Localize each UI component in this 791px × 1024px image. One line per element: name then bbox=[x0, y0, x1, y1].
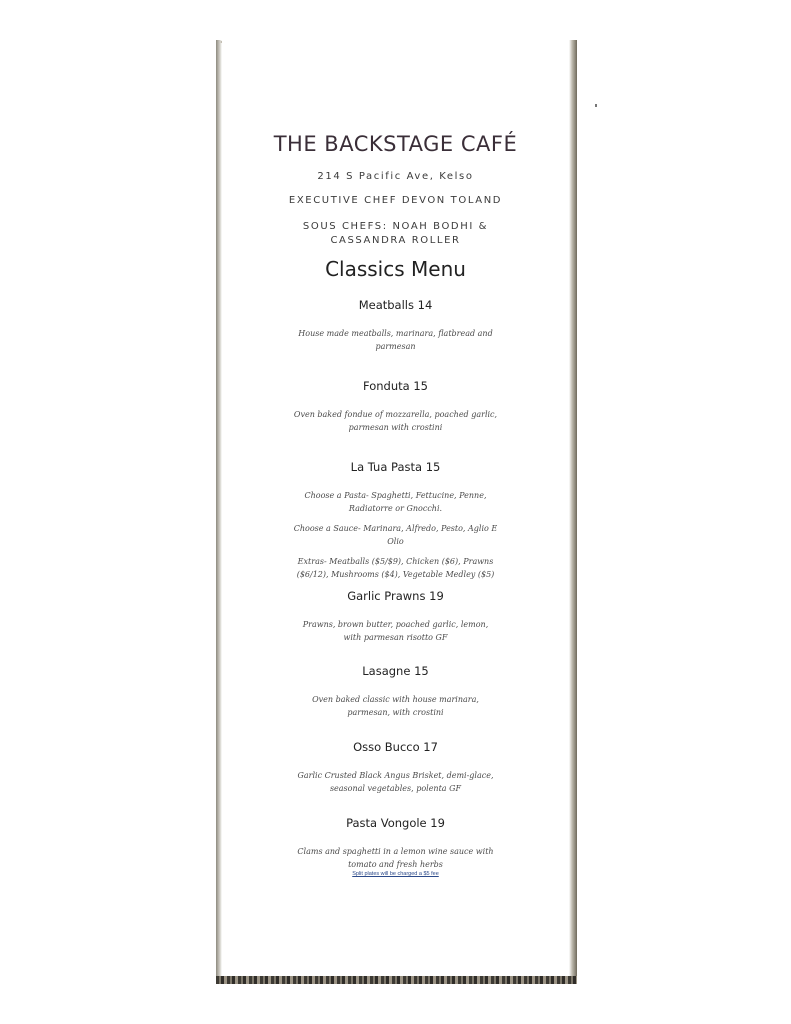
split-plate-note: Split plates will be charged a $5 fee bbox=[352, 871, 439, 877]
scan-bottom-edge bbox=[216, 976, 577, 984]
menu-item-osso-bucco bbox=[222, 740, 569, 802]
item-description bbox=[293, 769, 498, 795]
menu-item-pasta-vongole bbox=[222, 816, 569, 878]
menu-item-garlic-prawns bbox=[222, 589, 569, 651]
item-description bbox=[288, 489, 503, 581]
restaurant-title: THE BACKSTAGE CAFÉ bbox=[273, 132, 518, 156]
scan-speck bbox=[595, 104, 597, 107]
item-name: Pasta Vongole 19 bbox=[346, 816, 445, 830]
menu-item-fonduta bbox=[222, 379, 569, 441]
item-name: Meatballs 14 bbox=[358, 298, 433, 312]
menu-item-meatballs bbox=[222, 298, 569, 360]
item-description-text: Oven baked classic with house marinara, parmesan, with crostini bbox=[312, 695, 479, 717]
item-description bbox=[293, 618, 498, 644]
item-description-text: Prawns, brown butter, poached garlic, lemon, with parmesan risotto GF bbox=[302, 620, 489, 642]
item-name: Fonduta 15 bbox=[363, 379, 428, 393]
item-description-text: House made meatballs, marinara, flatbread and parmesan bbox=[298, 329, 493, 351]
menu-item-la-tua-pasta bbox=[222, 460, 569, 588]
restaurant-address: 214 S Pacific Ave, Kelso bbox=[317, 171, 474, 182]
item-description-pasta: Choose a Pasta- Spaghetti, Fettucine, Penne, Radiatorre or Gnocchi. bbox=[304, 491, 487, 513]
section-title: Classics Menu bbox=[325, 257, 466, 281]
item-name: Garlic Prawns 19 bbox=[347, 589, 444, 603]
executive-chef: EXECUTIVE CHEF DEVON TOLAND bbox=[288, 195, 503, 206]
item-description bbox=[293, 693, 498, 719]
item-description bbox=[293, 845, 498, 871]
scan-shadow-right bbox=[569, 40, 577, 982]
item-description-text: Clams and spaghetti in a lemon wine sauce with tomato and fresh herbs bbox=[297, 847, 494, 869]
sous-chefs-line-1: SOUS CHEFS: NOAH BODHI & bbox=[302, 221, 489, 232]
item-description-text: Garlic Crusted Black Angus Brisket, demi-glace, seasonal vegetables, polenta GF bbox=[297, 771, 494, 793]
sous-chefs bbox=[222, 220, 569, 248]
item-description-extras: Extras- Meatballs ($5/$9), Chicken ($6), Prawns ($6/12), Mushrooms ($4), Vegetable Medley ($5) bbox=[296, 557, 495, 579]
menu-page bbox=[222, 40, 569, 976]
sous-chefs-line-2: CASSANDRA ROLLER bbox=[330, 235, 461, 246]
item-description-sauce: Choose a Sauce- Marinara, Alfredo, Pesto, Aglio E Olio bbox=[293, 524, 498, 546]
item-description bbox=[293, 327, 498, 353]
item-description bbox=[293, 408, 498, 434]
item-description-text: Oven baked fondue of mozzarella, poached garlic, parmesan with crostini bbox=[293, 410, 498, 432]
item-name: Osso Bucco 17 bbox=[353, 740, 438, 754]
item-name: La Tua Pasta 15 bbox=[350, 460, 441, 474]
item-name: Lasagne 15 bbox=[362, 664, 429, 678]
menu-item-lasagne bbox=[222, 664, 569, 726]
